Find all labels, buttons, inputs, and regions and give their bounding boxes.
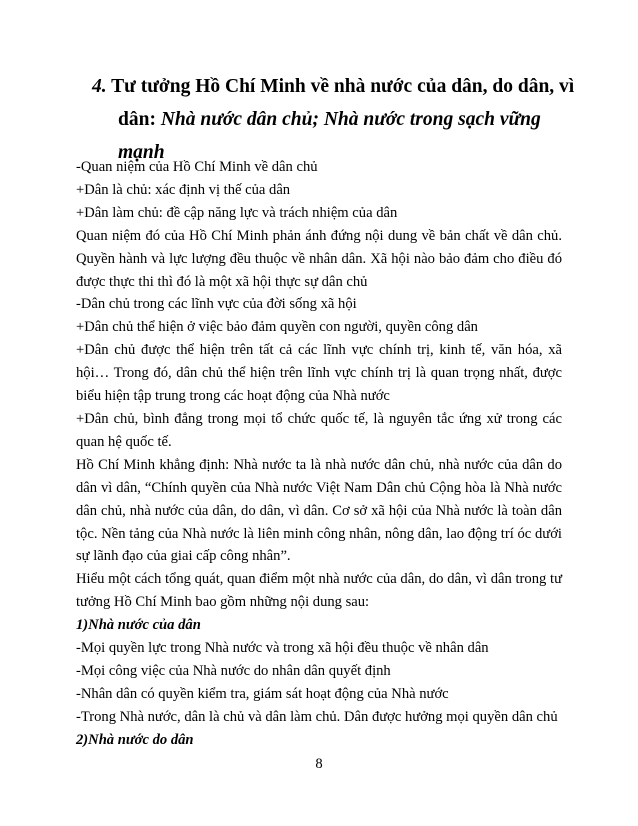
heading-number: 4. — [92, 76, 107, 97]
paragraph: +Dân chủ, bình đẳng trong mọi tổ chức quốc tế, là nguyên tắc ứng xử trong các quan hệ quốc tế. — [76, 410, 562, 450]
list-item: -Nhân dân có quyền kiểm tra, giám sát hoạt động của Nhà nước — [76, 685, 449, 702]
paragraph: Quan niệm đó của Hồ Chí Minh phản ánh đứng nội dung về bản chất về dân chủ. Quyền hành và lực lượng đều thuộc về nhân dân. Xã hội nào bảo đảm cho điều đó được thực thi thì đó là một xã hội thực sự dân chủ — [76, 227, 562, 290]
paragraph: -Quan niệm của Hồ Chí Minh về dân chủ — [76, 159, 318, 175]
heading-line2-prefix: dân: — [118, 109, 161, 130]
list-item: -Mọi quyền lực trong Nhà nước và trong xã hội đều thuộc về nhân dân — [76, 640, 489, 657]
heading-subtitle: Nhà nước dân chủ; Nhà nước trong sạch vững mạnh — [118, 109, 541, 163]
paragraph: Hiểu một cách tổng quát, quan điểm một nhà nước của dân, do dân, vì dân trong tư tưởng Hồ Chí Minh bao gồm những nội dung sau: — [76, 571, 562, 611]
paragraph: +Dân chủ thể hiện ở việc bảo đảm quyền con người, quyền công dân — [76, 319, 478, 336]
paragraph: +Dân là chủ: xác định vị thế của dân — [76, 181, 291, 198]
subsection-title-2: 2)Nhà nước do dân — [76, 731, 194, 748]
body-text — [76, 156, 562, 752]
subsection-title-1: 1)Nhà nước của dân — [76, 617, 201, 634]
heading-line1: Tư tưởng Hồ Chí Minh về nhà nước của dân, do dân, vì — [106, 76, 575, 97]
section-heading — [92, 70, 582, 169]
page-number: 8 — [315, 756, 323, 772]
list-item: -Mọi công việc của Nhà nước do nhân dân quyết định — [76, 662, 391, 679]
paragraph: -Dân chủ trong các lĩnh vực của đời sống xã hội — [76, 296, 357, 313]
paragraph: Hồ Chí Minh khẳng định: Nhà nước ta là nhà nước dân chủ, nhà nước của dân do dân vì dân, “Chính quyền của Nhà nước Việt Nam Dân chủ Cộng hòa là Nhà nước dân chủ, nhà nước của dân, do dân, vì dân. Cơ sở xã hội của Nhà nước là toàn dân tộc. Nền tảng của Nhà nước là liên minh công nhân, nông dân, lao động trí óc dưới sự lãnh đạo của giai cấp công nhân”. — [76, 456, 562, 565]
paragraph: +Dân chủ được thể hiện trên tất cả các lĩnh vực chính trị, kinh tế, văn hóa, xã hội… Trong đó, dân chủ thể hiện trên lĩnh vực chính trị là quan trọng nhất, được biểu hiện tập trung trong các hoạt động của Nhà nước — [76, 342, 562, 405]
list-item: -Trong Nhà nước, dân là chủ và dân làm chủ. Dân được hưởng mọi quyền dân chủ — [76, 708, 558, 725]
paragraph: +Dân làm chủ: đề cập năng lực và trách nhiệm của dân — [76, 204, 398, 221]
